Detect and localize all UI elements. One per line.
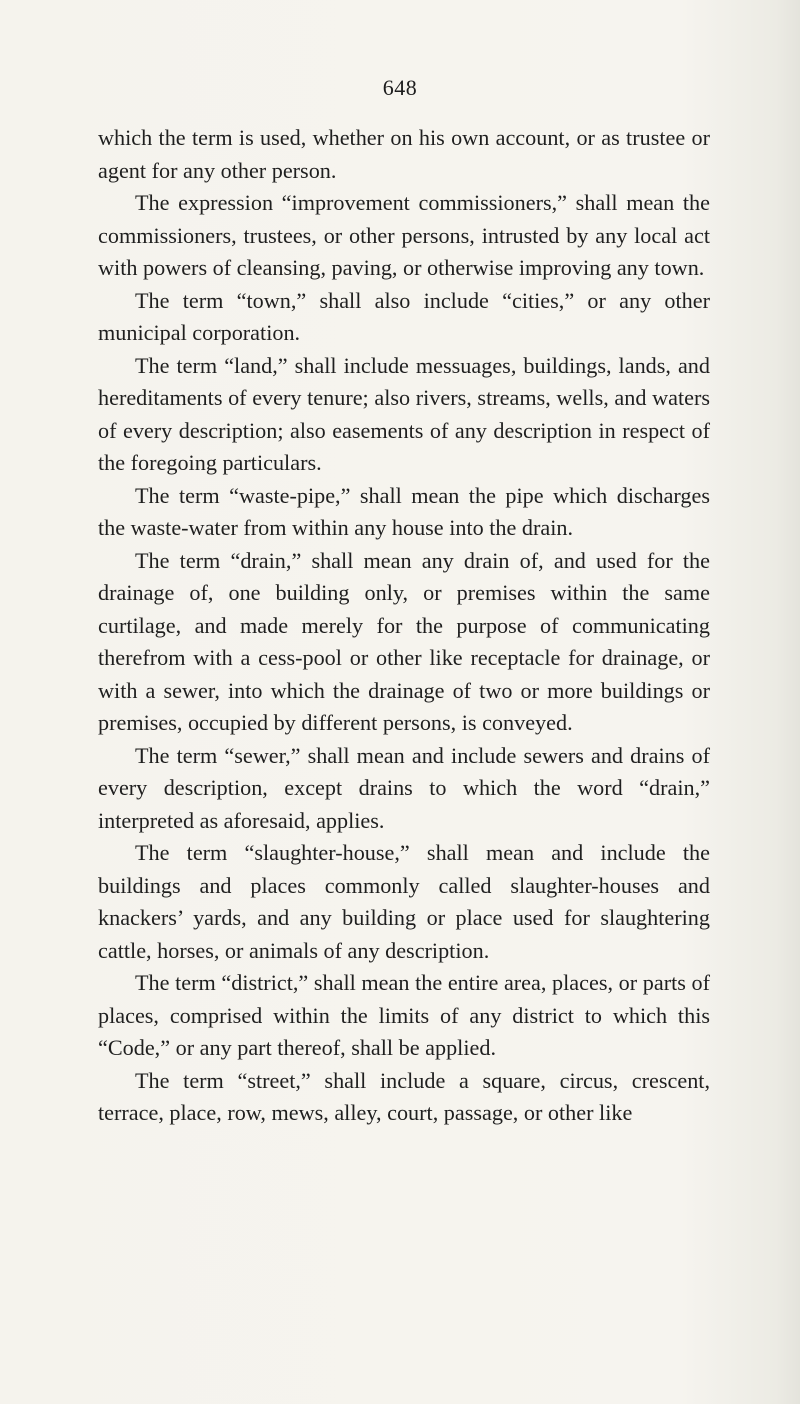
paragraph-waste-pipe: The term “waste-pipe,” shall mean the pipe which discharges the waste-water from within any house into the drain. xyxy=(98,482,710,540)
paragraph-street: The term “street,” shall include a square, circus, crescent, terrace, place, row, mews, alley, court, passage, or other like xyxy=(98,1067,710,1125)
page-number: 648 xyxy=(382,75,418,100)
paragraph-district: The term “district,” shall mean the entire area, places, or parts of places, comprised within the limits of any district to which this “Code,” or any part thereof, shall be applied. xyxy=(98,970,710,1060)
paragraph-drain: The term “drain,” shall mean any drain of, and used for the drainage of, one building only, or premises within the same curtilage, and made merely for the purpose of communicating therefrom with a cess-pool or other like receptacle for drainage, or with a sewer, into which the drainage of two or more buildings or premises, occupied by different persons, is conveyed. xyxy=(98,547,710,735)
paragraph-town: The term “town,” shall also include “cities,” or any other municipal corporation. xyxy=(98,287,710,345)
paragraph-land: The term “land,” shall include messuages, buildings, lands, and hereditaments of every tenure; also rivers, streams, wells, and waters of every description; also easements of any description in respect of the foregoing particulars. xyxy=(98,352,710,475)
body-text xyxy=(98,122,710,1130)
paragraph-improvement-commissioners: The expression “improvement commissioners,” shall mean the commissioners, trustees, or other persons, intrusted by any local act with powers of cleansing, paving, or otherwise improving any town. xyxy=(98,190,710,280)
paragraph-sewer: The term “sewer,” shall mean and include sewers and drains of every description, except drains to which the word “drain,” interpreted as aforesaid, applies. xyxy=(98,742,710,833)
paragraph-slaughter-house: The term “slaughter-house,” shall mean and include the buildings and places commonly called slaughter-houses and knackers’ yards, and any building or place used for slaughtering cattle, horses, or animals of any description. xyxy=(98,840,710,963)
paragraph-continuation: which the term is used, whether on his own account, or as trustee or agent for any other person. xyxy=(98,125,710,183)
